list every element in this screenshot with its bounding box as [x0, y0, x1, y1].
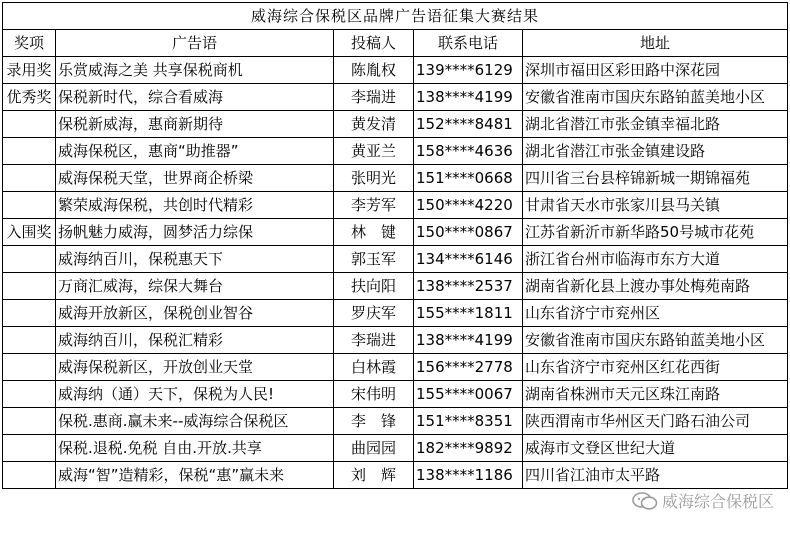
column-header-slogan: 广告语	[56, 30, 334, 57]
slogan-cell: 威海保税新区，开放创业天堂	[56, 354, 334, 381]
page-title: 威海综合保税区品牌广告语征集大赛结果	[3, 3, 788, 30]
table-row	[3, 111, 788, 138]
phone-cell: 182****9892	[414, 435, 523, 462]
column-header-award: 奖项	[3, 30, 56, 57]
award-cell	[3, 435, 56, 462]
table-row	[3, 354, 788, 381]
award-cell	[3, 462, 56, 489]
table-row	[3, 138, 788, 165]
award-cell	[3, 138, 56, 165]
table-row	[3, 219, 788, 246]
award-cell	[3, 111, 56, 138]
table-row	[3, 57, 788, 84]
table-row	[3, 165, 788, 192]
phone-cell: 134****6146	[414, 246, 523, 273]
slogan-cell: 扬帆魅力威海，圆梦活力综保	[56, 219, 334, 246]
award-cell	[3, 273, 56, 300]
author-cell: 宋伟明	[334, 381, 414, 408]
phone-cell: 151****0668	[414, 165, 523, 192]
phone-cell: 150****0867	[414, 219, 523, 246]
address-cell: 陕西渭南市华州区天门路石油公司	[523, 408, 788, 435]
phone-cell: 150****4220	[414, 192, 523, 219]
table-row	[3, 192, 788, 219]
award-cell	[3, 300, 56, 327]
table-row	[3, 435, 788, 462]
phone-cell: 138****2537	[414, 273, 523, 300]
phone-cell: 155****1811	[414, 300, 523, 327]
award-cell	[3, 246, 56, 273]
table-row	[3, 381, 788, 408]
author-cell: 扶向阳	[334, 273, 414, 300]
address-cell: 四川省三台县梓锦新城一期锦福苑	[523, 165, 788, 192]
slogan-cell: 威海保税区，惠商“助推器”	[56, 138, 334, 165]
address-cell: 湖南省新化县上渡办事处梅苑南路	[523, 273, 788, 300]
results-table	[2, 2, 788, 489]
award-cell: 入围奖	[3, 219, 56, 246]
author-cell: 李 锋	[334, 408, 414, 435]
award-cell: 优秀奖	[3, 84, 56, 111]
slogan-cell: 乐赏威海之美 共享保税商机	[56, 57, 334, 84]
slogan-cell: 万商汇威海，综保大舞台	[56, 273, 334, 300]
address-cell: 山东省济宁市兖州区	[523, 300, 788, 327]
slogan-cell: 保税.退税.免税 自由.开放.共享	[56, 435, 334, 462]
award-cell	[3, 381, 56, 408]
address-cell: 四川省江油市太平路	[523, 462, 788, 489]
slogan-cell: 威海纳百川，保税汇精彩	[56, 327, 334, 354]
watermark-text: 威海综合保税区	[661, 492, 774, 511]
table-row	[3, 84, 788, 111]
address-cell: 甘肃省天水市张家川县马关镇	[523, 192, 788, 219]
award-cell: 录用奖	[3, 57, 56, 84]
column-header-author: 投稿人	[334, 30, 414, 57]
address-cell: 江苏省新沂市新华路50号城市花苑	[523, 219, 788, 246]
title-row	[3, 3, 788, 30]
author-cell: 张明光	[334, 165, 414, 192]
address-cell: 浙江省台州市临海市东方大道	[523, 246, 788, 273]
phone-cell: 138****1186	[414, 462, 523, 489]
slogan-cell: 威海纳百川，保税惠天下	[56, 246, 334, 273]
author-cell: 刘 辉	[334, 462, 414, 489]
author-cell: 林 键	[334, 219, 414, 246]
author-cell: 陈胤权	[334, 57, 414, 84]
author-cell: 李瑞进	[334, 84, 414, 111]
author-cell: 李芳军	[334, 192, 414, 219]
slogan-cell: 威海纳（通）天下，保税为人民!	[56, 381, 334, 408]
address-cell: 安徽省淮南市国庆东路铂蓝美地小区	[523, 327, 788, 354]
address-cell: 湖北省潜江市张金镇建设路	[523, 138, 788, 165]
column-header-phone: 联系电话	[414, 30, 523, 57]
table-body	[3, 57, 788, 489]
table-row	[3, 273, 788, 300]
address-cell: 深圳市福田区彩田路中深花园	[523, 57, 788, 84]
slogan-cell: 威海“智”造精彩，保税“惠”赢未来	[56, 462, 334, 489]
table-row	[3, 462, 788, 489]
award-cell	[3, 354, 56, 381]
phone-cell: 138****4199	[414, 84, 523, 111]
phone-cell: 155****0067	[414, 381, 523, 408]
slogan-cell: 保税新时代，综合看威海	[56, 84, 334, 111]
address-cell: 湖北省潜江市张金镇幸福北路	[523, 111, 788, 138]
author-cell: 黄发清	[334, 111, 414, 138]
author-cell: 郭玉军	[334, 246, 414, 273]
table-row	[3, 408, 788, 435]
author-cell: 罗庆军	[334, 300, 414, 327]
slogan-cell: 保税.惠商.赢未来--威海综合保税区	[56, 408, 334, 435]
address-cell: 湖南省株洲市天元区珠江南路	[523, 381, 788, 408]
author-cell: 黄亚兰	[334, 138, 414, 165]
award-cell	[3, 165, 56, 192]
results-sheet	[2, 2, 787, 532]
address-cell: 安徽省淮南市国庆东路铂蓝美地小区	[523, 84, 788, 111]
author-cell: 李瑞进	[334, 327, 414, 354]
address-cell: 山东省济宁市兖州区红花西街	[523, 354, 788, 381]
phone-cell: 139****6129	[414, 57, 523, 84]
phone-cell: 152****8481	[414, 111, 523, 138]
award-cell	[3, 408, 56, 435]
author-cell: 白林霞	[334, 354, 414, 381]
phone-cell: 156****2778	[414, 354, 523, 381]
slogan-cell: 繁荣威海保税，共创时代精彩	[56, 192, 334, 219]
table-row	[3, 246, 788, 273]
table-row	[3, 327, 788, 354]
table-row	[3, 300, 788, 327]
phone-cell: 138****4199	[414, 327, 523, 354]
column-header-address: 地址	[523, 30, 788, 57]
author-cell: 曲园园	[334, 435, 414, 462]
slogan-cell: 威海开放新区，保税创业智谷	[56, 300, 334, 327]
address-cell: 威海市文登区世纪大道	[523, 435, 788, 462]
header-row	[3, 30, 788, 57]
slogan-cell: 威海保税天堂，世界商企桥梁	[56, 165, 334, 192]
award-cell	[3, 192, 56, 219]
slogan-cell: 保税新威海，惠商新期待	[56, 111, 334, 138]
award-cell	[3, 327, 56, 354]
phone-cell: 151****8351	[414, 408, 523, 435]
phone-cell: 158****4636	[414, 138, 523, 165]
